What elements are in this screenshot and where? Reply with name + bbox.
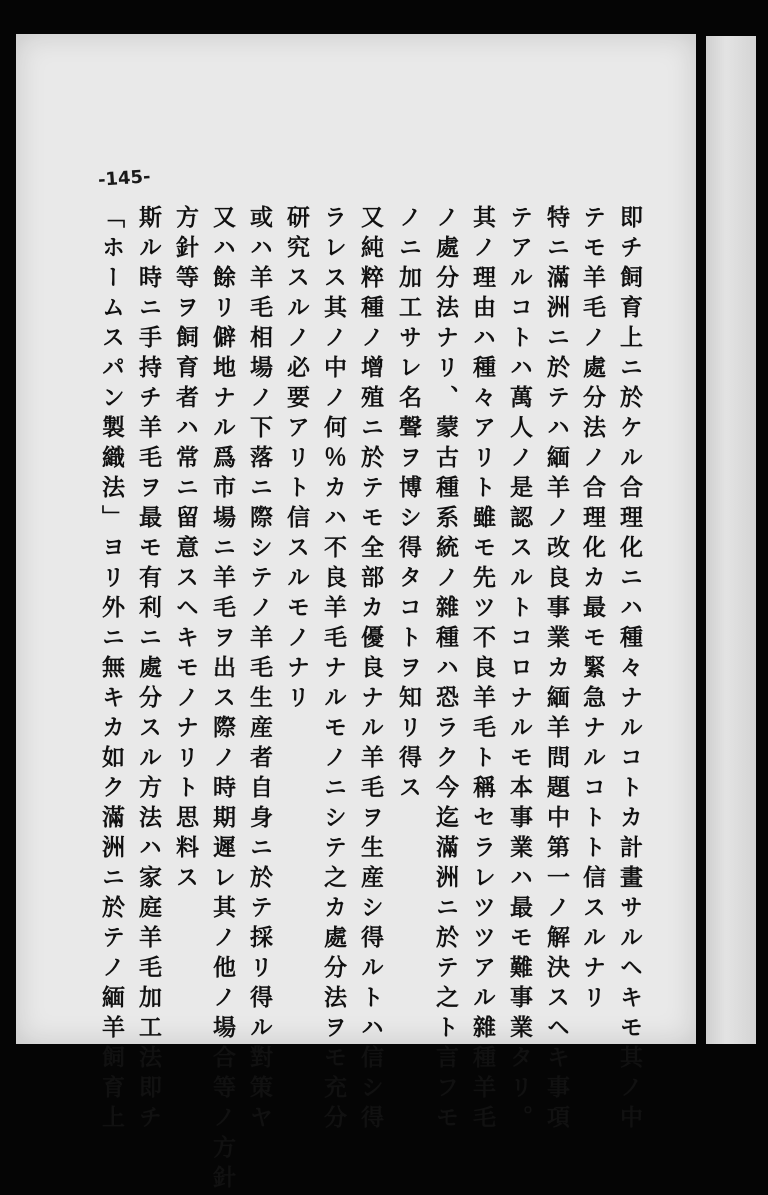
text-column: 方針等ヲ飼育者ハ常ニ留意スヘキモノナリト思料ス [172, 205, 199, 895]
text-column: ノ處分法ナリ、蒙古種系統ノ雜種ハ恐ラク今迄滿洲ニ於テ之ト言フモ [432, 205, 459, 1135]
page-number: -145- [97, 166, 152, 191]
text-column: 斯ル時ニ手持チ羊毛ヲ最モ有利ニ處分スル方法ハ家庭羊毛加工法即チ [135, 205, 162, 1135]
text-column: 或ハ羊毛相場ノ下落ニ際シテノ羊毛生産者自身ニ於テ採リ得ル對策ヤ [246, 205, 273, 1135]
text-column: 研究スルノ必要アリト信スルモノナリ [283, 205, 310, 715]
text-column: 又純粹種ノ增殖ニ於テモ全部カ優良ナル羊毛ヲ生産シ得ルトハ信シ得 [357, 205, 384, 1135]
text-column: 特ニ滿洲ニ於テハ緬羊ノ改良事業カ緬羊問題中第一ノ解決スヘキ事項 [543, 205, 570, 1135]
text-column: ノニ加工サレ名聲ヲ博シ得タコトヲ知リ得ス [395, 205, 422, 805]
text-column: 其ノ理由ハ種々アリト雖モ先ツ不良羊毛ト稱セラレツツアル雜種羊毛 [469, 205, 496, 1135]
text-column: 即チ飼育上ニ於ケル合理化ニハ種々ナルコトカ計畫サルヘキモ其ノ中 [616, 205, 643, 1135]
text-column: ラレス其ノ中ノ何％カハ不良羊毛ナルモノニシテ之カ處分法ヲモ充分 [320, 205, 347, 1135]
text-column: テモ羊毛ノ處分法ノ合理化カ最モ緊急ナルコトト信スルナリ [579, 205, 606, 1015]
text-column: 又ハ餘リ僻地ナル爲市場ニ羊毛ヲ出ス際ノ時期遲レ其ノ他ノ場合等ノ方針 [209, 205, 236, 1195]
adjacent-page-edge [706, 36, 756, 1044]
text-column: テアルコトハ萬人ノ是認スルトコロナルモ本事業ハ最モ難事業タリ。 [506, 205, 533, 1135]
text-column: 「ホームスパン製織法」ヨリ外ニ無キカ如ク滿洲ニ於テノ緬羊飼育上 [98, 205, 125, 1135]
